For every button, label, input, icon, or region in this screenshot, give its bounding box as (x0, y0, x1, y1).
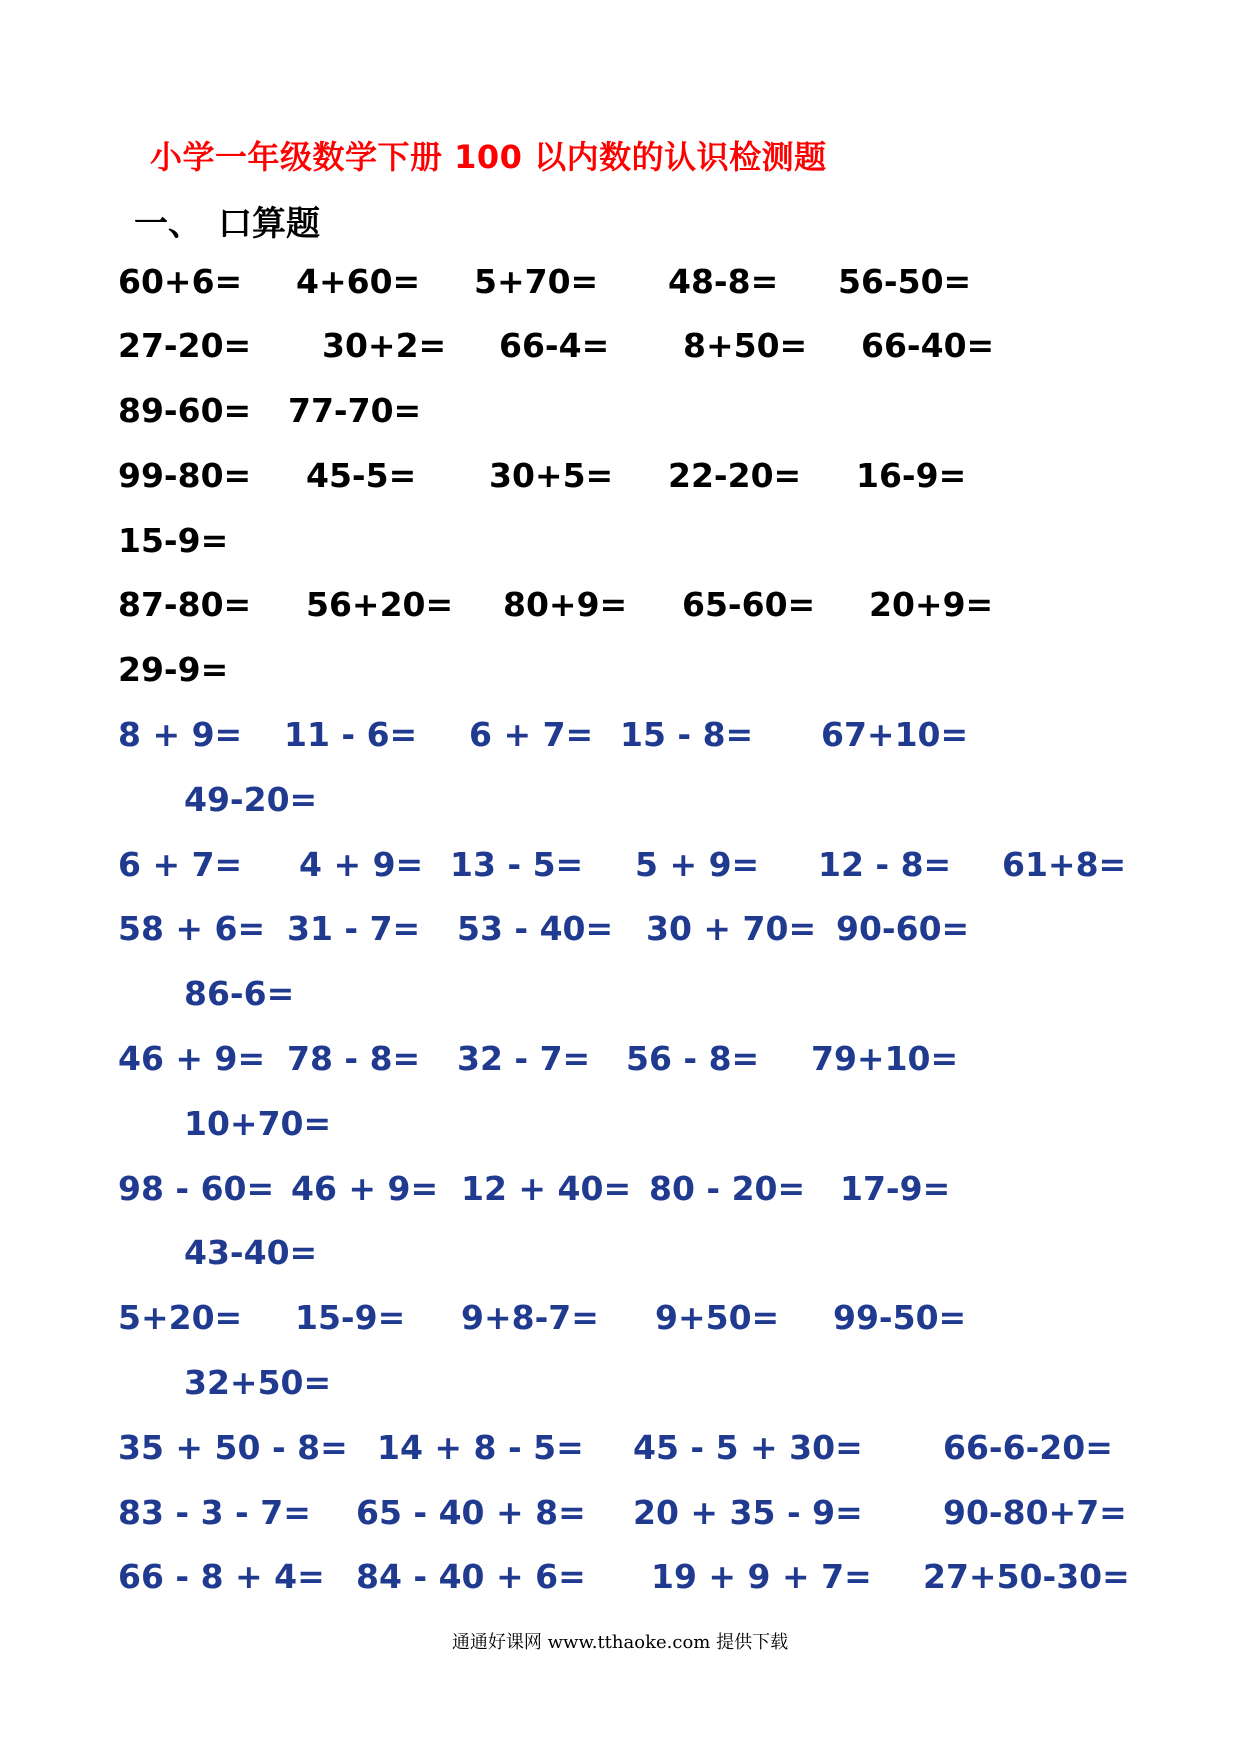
footer-source: 通通好课网 www.tthaoke.com 提供下载 (451, 1632, 789, 1653)
problem-row (0, 780, 1240, 820)
problem-row (0, 715, 1240, 755)
arithmetic-problem: 32+50= (184, 1363, 332, 1402)
arithmetic-problem: 77-70= (288, 391, 422, 430)
arithmetic-problem: 80+9= (503, 585, 628, 624)
arithmetic-problem: 66-6-20= (943, 1428, 1113, 1467)
arithmetic-problem: 15-9= (295, 1298, 406, 1337)
problem-row (0, 1298, 1240, 1338)
arithmetic-problem: 6 + 7= (118, 845, 243, 884)
arithmetic-problem: 22-20= (668, 456, 802, 495)
problem-row (0, 1233, 1240, 1273)
arithmetic-problem: 79+10= (811, 1039, 959, 1078)
arithmetic-problem: 56-50= (838, 262, 972, 301)
arithmetic-problem: 20+9= (869, 585, 994, 624)
arithmetic-problem: 65-60= (682, 585, 816, 624)
arithmetic-problem: 60+6= (118, 262, 243, 301)
problem-row (0, 1493, 1240, 1533)
problem-row (0, 391, 1240, 431)
arithmetic-problem: 46 + 9= (118, 1039, 266, 1078)
arithmetic-problem: 83 - 3 - 7= (118, 1493, 311, 1532)
arithmetic-problem: 31 - 7= (287, 909, 421, 948)
arithmetic-problem: 5+70= (474, 262, 599, 301)
arithmetic-problem: 12 + 40= (461, 1169, 632, 1208)
problem-row (0, 1039, 1240, 1079)
arithmetic-problem: 27+50-30= (923, 1557, 1130, 1596)
problem-row (0, 1104, 1240, 1144)
arithmetic-problem: 43-40= (184, 1233, 318, 1272)
arithmetic-problem: 19 + 9 + 7= (651, 1557, 872, 1596)
arithmetic-problem: 56 - 8= (626, 1039, 760, 1078)
arithmetic-problem: 90-60= (836, 909, 970, 948)
arithmetic-problem: 6 + 7= (469, 715, 594, 754)
problem-row (0, 1169, 1240, 1209)
arithmetic-problem: 4+60= (296, 262, 421, 301)
arithmetic-problem: 9+8-7= (461, 1298, 599, 1337)
arithmetic-problem: 61+8= (1002, 845, 1127, 884)
arithmetic-problem: 89-60= (118, 391, 252, 430)
problem-row (0, 521, 1240, 561)
arithmetic-problem: 99-80= (118, 456, 252, 495)
arithmetic-problem: 16-9= (856, 456, 967, 495)
arithmetic-problem: 15-9= (118, 521, 229, 560)
arithmetic-problem: 56+20= (306, 585, 454, 624)
section-label: 口算题 (218, 204, 320, 244)
arithmetic-problem: 29-9= (118, 650, 229, 689)
problem-row (0, 1428, 1240, 1468)
problem-row (0, 974, 1240, 1014)
arithmetic-problem: 66-40= (861, 326, 995, 365)
arithmetic-problem: 90-80+7= (943, 1493, 1127, 1532)
problem-row (0, 845, 1240, 885)
arithmetic-problem: 27-20= (118, 326, 252, 365)
arithmetic-problem: 46 + 9= (291, 1169, 439, 1208)
arithmetic-problem: 86-6= (184, 974, 295, 1013)
arithmetic-problem: 12 - 8= (818, 845, 952, 884)
arithmetic-problem: 14 + 8 - 5= (377, 1428, 584, 1467)
arithmetic-problem: 80 - 20= (649, 1169, 806, 1208)
problem-row (0, 909, 1240, 949)
arithmetic-problem: 84 - 40 + 6= (356, 1557, 586, 1596)
arithmetic-problem: 48-8= (668, 262, 779, 301)
arithmetic-problem: 58 + 6= (118, 909, 266, 948)
arithmetic-problem: 5 + 9= (635, 845, 760, 884)
arithmetic-problem: 87-80= (118, 585, 252, 624)
arithmetic-problem: 20 + 35 - 9= (633, 1493, 863, 1532)
problem-row (0, 456, 1240, 496)
page-title: 小学一年级数学下册 100 以内数的认识检测题 (150, 138, 827, 176)
arithmetic-problem: 4 + 9= (299, 845, 424, 884)
arithmetic-problem: 30 + 70= (646, 909, 817, 948)
arithmetic-problem: 99-50= (833, 1298, 967, 1337)
arithmetic-problem: 30+5= (489, 456, 614, 495)
arithmetic-problem: 98 - 60= (118, 1169, 275, 1208)
arithmetic-problem: 8+50= (683, 326, 808, 365)
problem-row (0, 650, 1240, 690)
problem-row (0, 1557, 1240, 1597)
arithmetic-problem: 45 - 5 + 30= (633, 1428, 863, 1467)
arithmetic-problem: 13 - 5= (450, 845, 584, 884)
arithmetic-problem: 66 - 8 + 4= (118, 1557, 325, 1596)
problem-row (0, 326, 1240, 366)
arithmetic-problem: 67+10= (821, 715, 969, 754)
arithmetic-problem: 32 - 7= (457, 1039, 591, 1078)
arithmetic-problem: 65 - 40 + 8= (356, 1493, 586, 1532)
arithmetic-problem: 66-4= (499, 326, 610, 365)
arithmetic-problem: 45-5= (306, 456, 417, 495)
arithmetic-problem: 9+50= (655, 1298, 780, 1337)
arithmetic-problem: 35 + 50 - 8= (118, 1428, 348, 1467)
arithmetic-problem: 49-20= (184, 780, 318, 819)
section-heading (134, 196, 320, 245)
arithmetic-problem: 78 - 8= (287, 1039, 421, 1078)
arithmetic-problem: 10+70= (184, 1104, 332, 1143)
problem-row (0, 1363, 1240, 1403)
arithmetic-problem: 30+2= (322, 326, 447, 365)
problem-row (0, 585, 1240, 625)
arithmetic-problem: 15 - 8= (620, 715, 754, 754)
arithmetic-problem: 53 - 40= (457, 909, 614, 948)
section-number: 一、 (134, 204, 202, 244)
arithmetic-problem: 5+20= (118, 1298, 243, 1337)
problem-row (0, 262, 1240, 302)
arithmetic-problem: 8 + 9= (118, 715, 243, 754)
arithmetic-problem: 11 - 6= (284, 715, 418, 754)
arithmetic-problem: 17-9= (840, 1169, 951, 1208)
